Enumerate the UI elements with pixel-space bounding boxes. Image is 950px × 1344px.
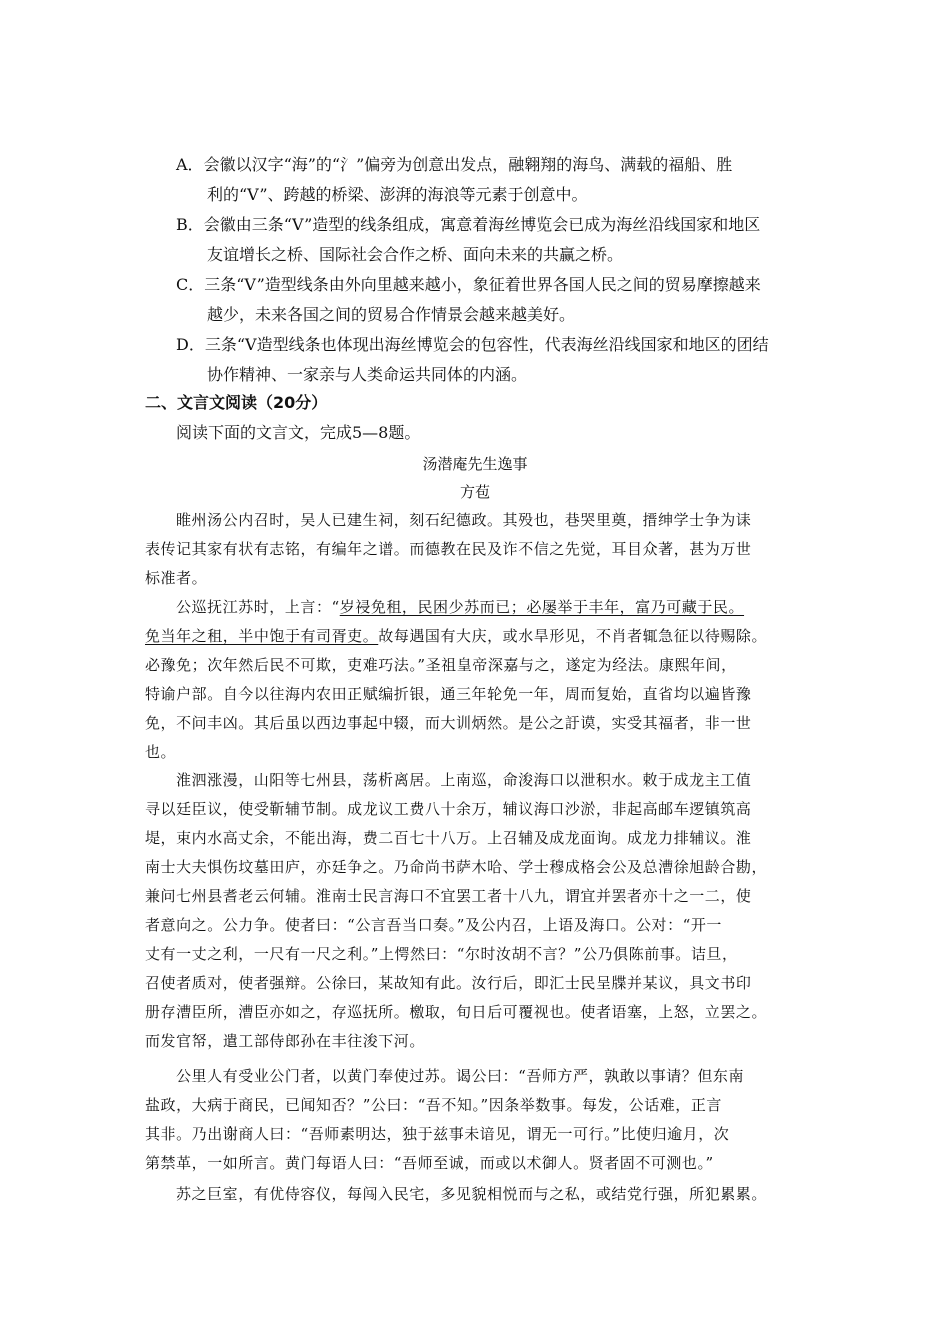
option-letter: B． [176, 215, 204, 234]
text-run: 故每遇国有大庆，或水旱形见，不肖者辄急征以待赐除。 [378, 627, 768, 645]
text-line: 特谕户部。自今以往海内农田正赋编折银，通三年轮免一年，周而复始，直省均以遍皆豫 [145, 685, 752, 703]
option-c [176, 270, 761, 330]
text-run: 离居。上南巡，命浚海口以泄积水。敕于成龙主工值 [393, 771, 752, 789]
paragraph-5 [145, 1180, 810, 1209]
text-line: 丈有一丈之利，一尺有一尺之利。”上愕然曰：“尔时汝胡不言？”公乃俱陈前事。诘旦， [145, 945, 738, 963]
paragraph-2 [145, 593, 810, 767]
text-line: 而发官帑，遣工部侍郎孙在丰往浚下河。 [145, 1032, 425, 1050]
text-line: 表传记其家有状有志铭，有编年之谱。而德教在民及诈不信之先觉，耳目众著，甚为万世 [145, 540, 752, 558]
article-author: 方苞 [459, 483, 490, 501]
text-line: 盐政，大病于商民，已闻知否？”公曰：“吾不知。”因条举数事。每发，公话难，正言 [145, 1096, 722, 1114]
option-d [176, 330, 769, 390]
text-line: 苏之巨室，有优侍容仪，每闯入民宅，多见貌相悦而与之私，或结党行强，所犯累累。 [176, 1185, 767, 1203]
section-intro: 阅读下面的文言文，完成5—8题。 [176, 423, 421, 442]
option-letter: C． [176, 275, 205, 294]
option-text: 三条“V造型线条也体现出海丝博览会的包容性，代表海丝沿线国家和地区的团结 [204, 335, 769, 354]
text-line: 者意向之。公力争。使者曰：“公言吾当口奏。”及公内召，上语及海口。公对：“开一 [145, 916, 722, 934]
section-heading: 二、文言文阅读（20分） [145, 393, 328, 412]
option-letter: D． [176, 335, 205, 354]
underlined-text: 岁祲免租，民困少苏而已；必屡举于丰年，富乃可藏于民。 [339, 598, 745, 616]
article-title: 汤潜庵先生逸事 [422, 455, 528, 473]
emphasis-dot-char: 经 [612, 656, 628, 674]
text-run: 公巡抚江苏时，上言：“ [176, 598, 340, 616]
text-line: 免，不问丰凶。其后虽以西边事起中辍，而大训炳然。是公之訏谟，实受其福者，非一世 [145, 714, 752, 732]
text-run: 必豫免；次年然后民不可欺，吏难巧法。”圣祖皇帝深嘉与之，遂定为 [145, 656, 613, 674]
option-text-cont: 协作精神、一家亲与人类命运共同体的内涵。 [207, 365, 528, 384]
emphasis-dot-char: 谢 [222, 1125, 239, 1143]
text-line: 寻以廷臣议，使受靳辅节制。成龙议工费八十余万，辅议海口沙淤，非起高邮车逻镇筑高 [145, 800, 752, 818]
text-line: 南士大夫惧伤坟墓田庐，亦廷争之。乃命尚书萨木哈、学士穆成格会公及总漕徐旭龄合勘， [145, 858, 768, 876]
paragraph-3 [145, 766, 810, 1056]
emphasis-dot-char: 析 [378, 771, 394, 789]
option-letter: A． [176, 155, 204, 174]
text-line [145, 1120, 810, 1149]
text-line: 睢州汤公内召时，吴人已建生祠，刻石纪德政。其殁也，巷哭里奠，搢绅学士争为诔 [176, 511, 752, 529]
text-line [145, 651, 810, 680]
text-line: 第禁革，一如所言。黄门每语人曰：“吾师至诚，而或以术御人。贤者固不可测也。” [145, 1154, 714, 1172]
text-run: 法。康熙年间， [627, 656, 737, 674]
text-line: 标准者。 [145, 569, 208, 587]
option-text: 会徽以汉字“海”的“氵”偏旁为创意出发点，融翱翔的海鸟、满载的福船、胜 [203, 155, 733, 174]
text-line: 册存漕臣所，漕臣亦如之，存巡抚所。檄取，旬日后可覆视也。使者语塞，上怒，立罢之。 [145, 1003, 768, 1021]
paragraph-4 [145, 1062, 810, 1178]
option-text: 三条“V”造型线条由外向里越来越小，象征着世界各国人民之间的贸易摩擦越来 [204, 275, 761, 294]
text-line: 也。 [145, 743, 177, 761]
option-text-cont: 友谊增长之桥、国际社会合作之桥、面向未来的共赢之桥。 [207, 245, 624, 264]
underlined-text: 免当年之租，半中饱于有司胥吏。 [145, 627, 379, 645]
text-line [145, 593, 810, 622]
text-line: 召使者质对，使者强辩。公徐曰，某故知有此。汝行后，即汇士民呈牒并某议，具文书印 [145, 974, 752, 992]
option-text-cont: 越少，未来各国之间的贸易合作情景会越来越美好。 [207, 305, 576, 324]
text-line: 堤，束内水高丈余，不能出海，费二百七十八万。上召辅及成龙面询。成龙力排辅议。淮 [145, 829, 752, 847]
text-run: 其非。乃出 [145, 1125, 223, 1143]
option-a [176, 150, 732, 210]
text-run: 淮泗涨漫，山阳等七州县，荡 [176, 771, 379, 789]
text-line: 公里人有受业公门者，以黄门奉使过苏。谒公曰：“吾师方严，孰敢以事请？但东南 [176, 1067, 745, 1085]
paragraph-1 [145, 506, 810, 593]
text-line: 兼问七州县耆老云何辅。淮南士民言海口不宜罢工者十八九，谓宜并罢者亦十之一二，使 [145, 887, 752, 905]
text-line [145, 622, 810, 651]
option-text-cont: 利的“V”、跨越的桥梁、澎湃的海浪等元素于创意中。 [207, 185, 588, 204]
text-run: 商人曰：“吾师素明达，独于兹事未谙见，谓无一可行。”比使归逾月，次 [238, 1125, 730, 1143]
text-line [145, 766, 810, 795]
option-b [176, 210, 760, 270]
option-text: 会徽由三条“V”造型的线条组成，寓意着海丝博览会已成为海丝沿线国家和地区 [203, 215, 761, 234]
